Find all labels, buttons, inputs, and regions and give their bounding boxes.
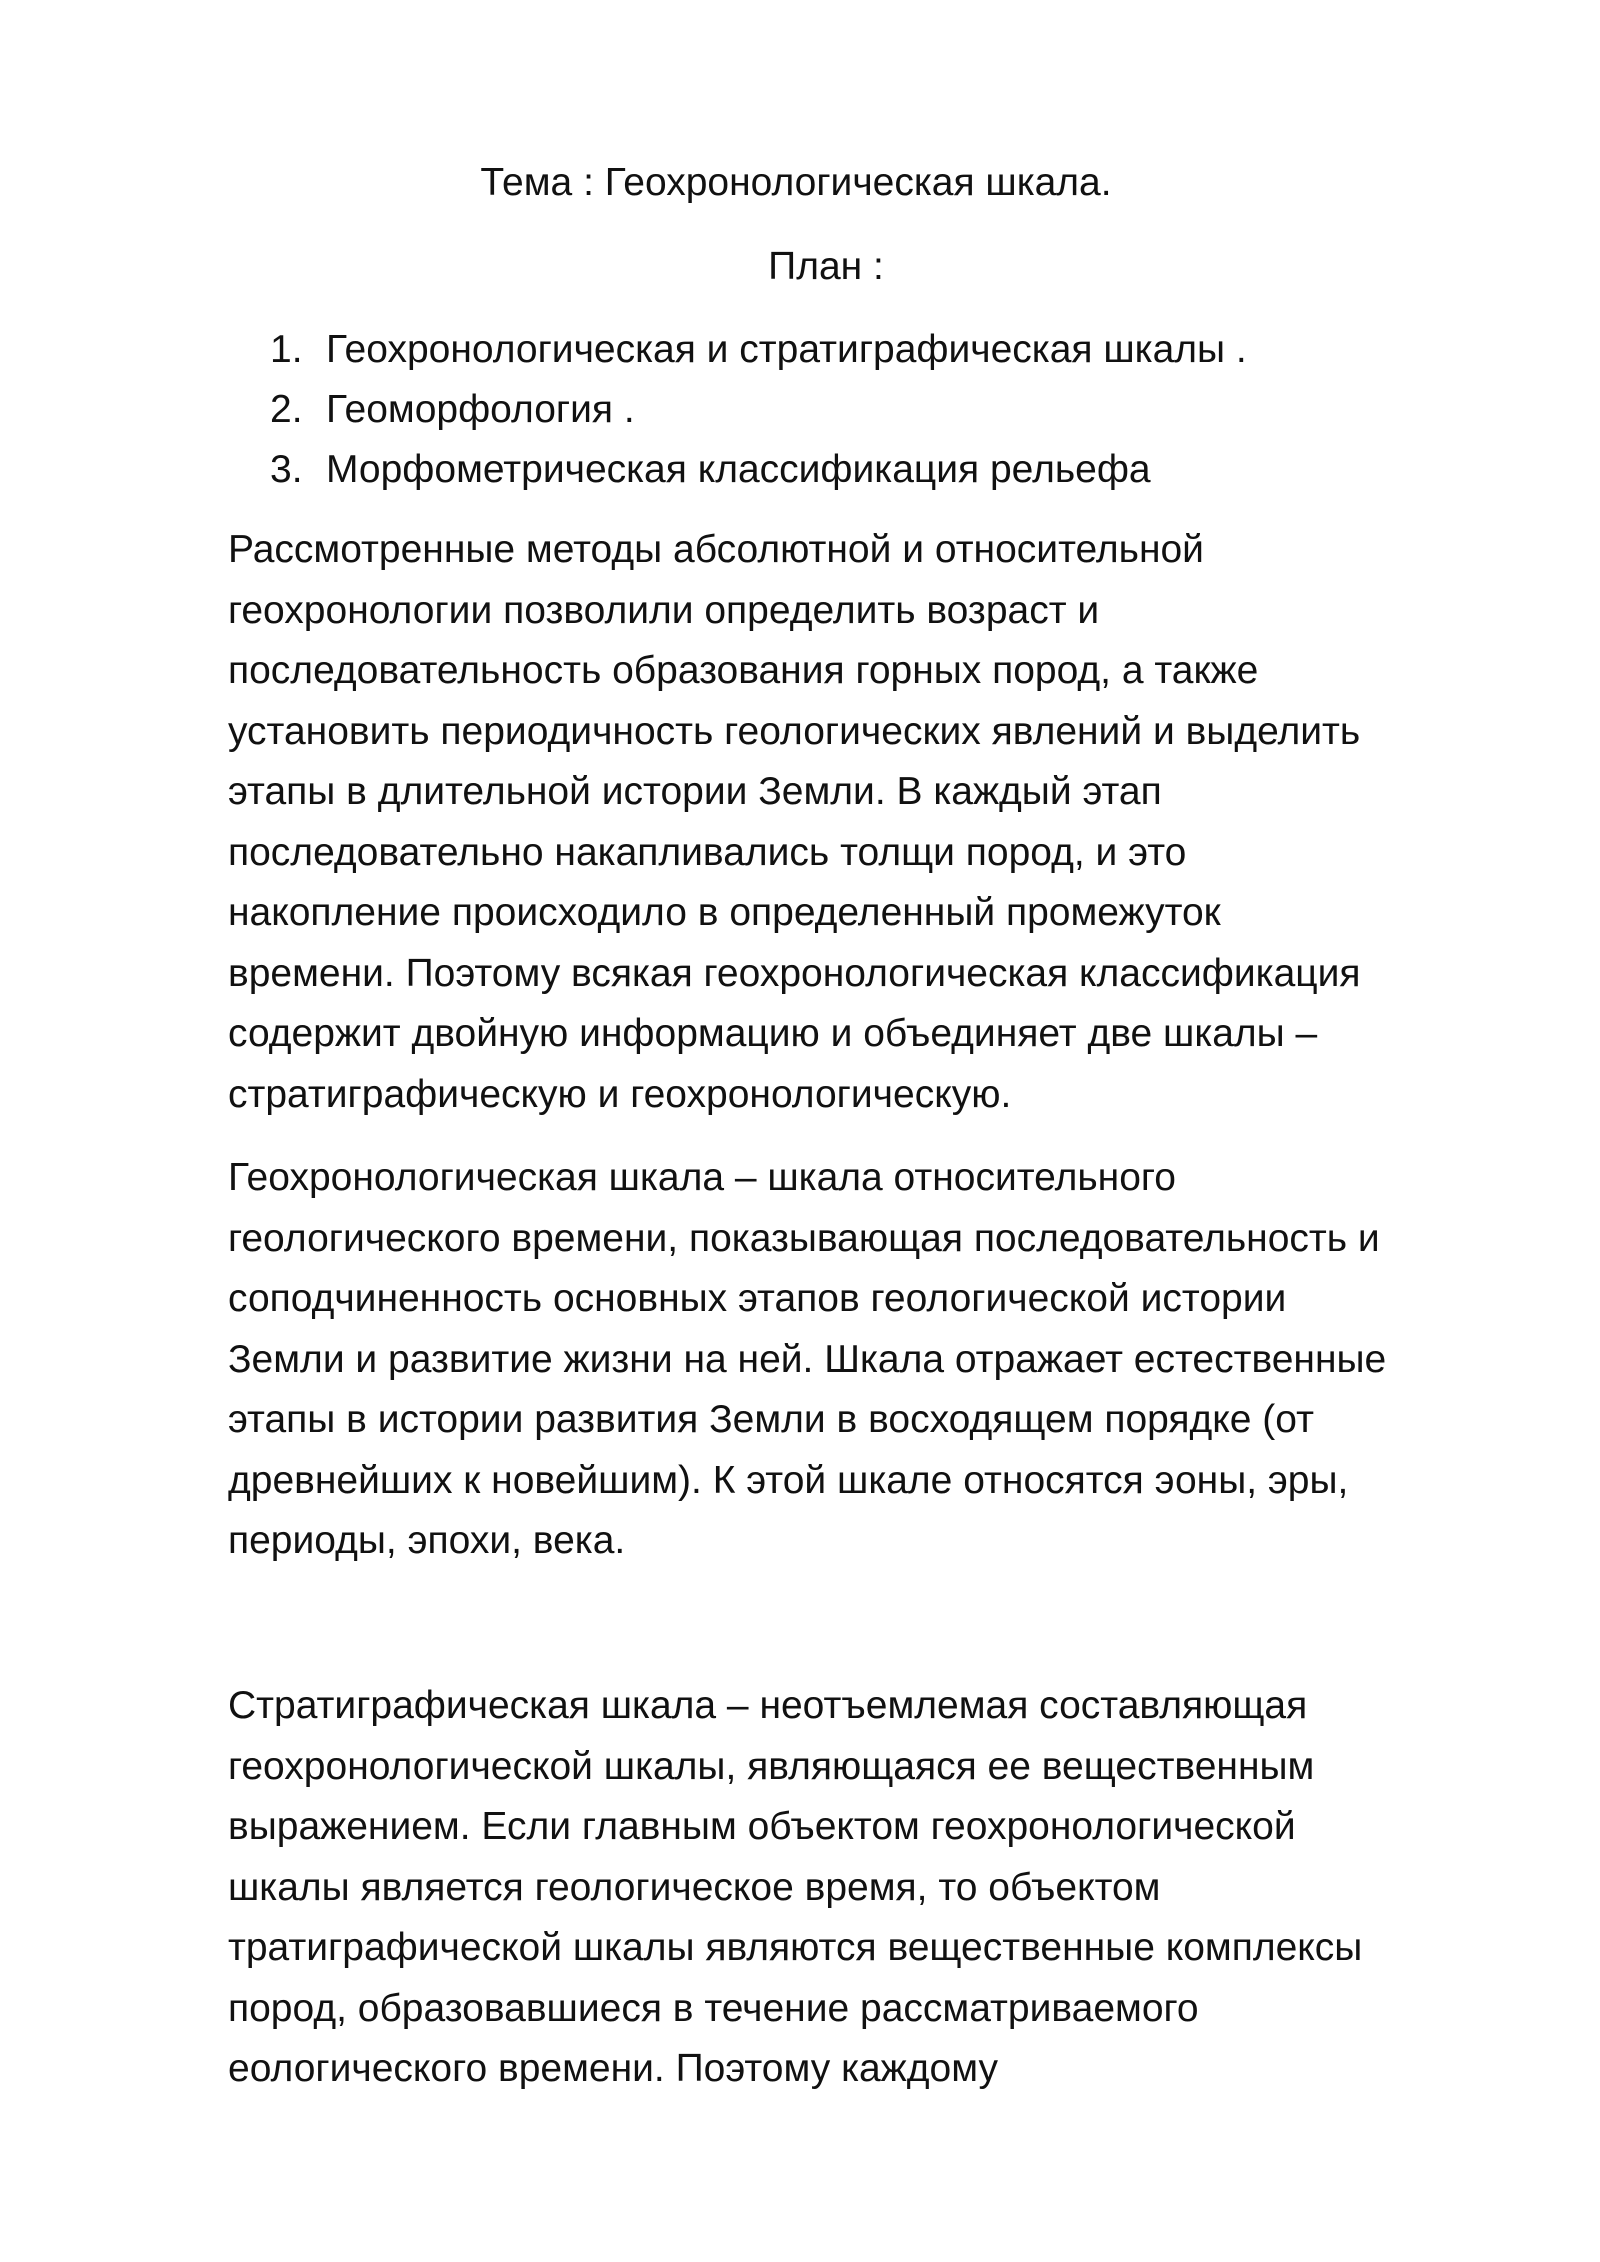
plan-item-text: Морфометрическая классификация рельефа <box>326 448 1151 491</box>
plan-item-text: Геохронологическая и стратиграфическая шкалы . <box>326 328 1247 371</box>
document-title-text: Тема : Геохронологическая шкала. <box>480 161 1112 204</box>
plan-item <box>270 320 1247 380</box>
paragraph-stratigraphic-scale: Стратиграфическая шкала – неотъемлемая составляющая геохронологической шкалы, являющаяся ее вещественным выражением. Если главным объектом геохронологической шкалы является геологическое время, то объектом тратиграфической шкалы являются вещественные комплексы пород, образовавшиеся в течение рассматриваемого еологического времени. Поэтому каждому <box>228 1684 1363 2090</box>
plan-item-number: 2. <box>270 388 303 431</box>
paragraph-geochronological-scale: Геохронологическая шкала – шкала относительного геологического времени, показывающая последовательность и соподчиненность основных этапов геологической истории Земли и развитие жизни на ней. Шкала отражает естественные этапы в истории развития Земли в восходящем порядке (от древнейших к новейшим). К этой шкале относятся эоны, эры, периоды, эпохи, века. <box>228 1156 1387 1562</box>
document-title <box>0 158 1600 208</box>
plan-item <box>270 380 1247 440</box>
plan-item <box>270 440 1247 500</box>
plan-item-number: 3. <box>270 448 303 491</box>
plan-item-text: Геоморфология . <box>326 388 635 431</box>
plan-item-number: 1. <box>270 328 303 371</box>
plan-heading <box>0 242 1600 292</box>
paragraph-methods: Рассмотренные методы абсолютной и относительной геохронологии позволили определить возраст и последовательность образования горных пород, а также установить периодичность геологических явлений и выделить этапы в длительной истории Земли. В каждый этап последовательно накапливались толщи пород, и это накопление происходило в определенный промежуток времени. Поэтому всякая геохронологическая классификация содержит двойную информацию и объединяет две шкалы – стратиграфическую и геохронологическую. <box>228 528 1361 1116</box>
plan-heading-text: План : <box>768 245 884 288</box>
plan-list <box>270 320 1247 500</box>
